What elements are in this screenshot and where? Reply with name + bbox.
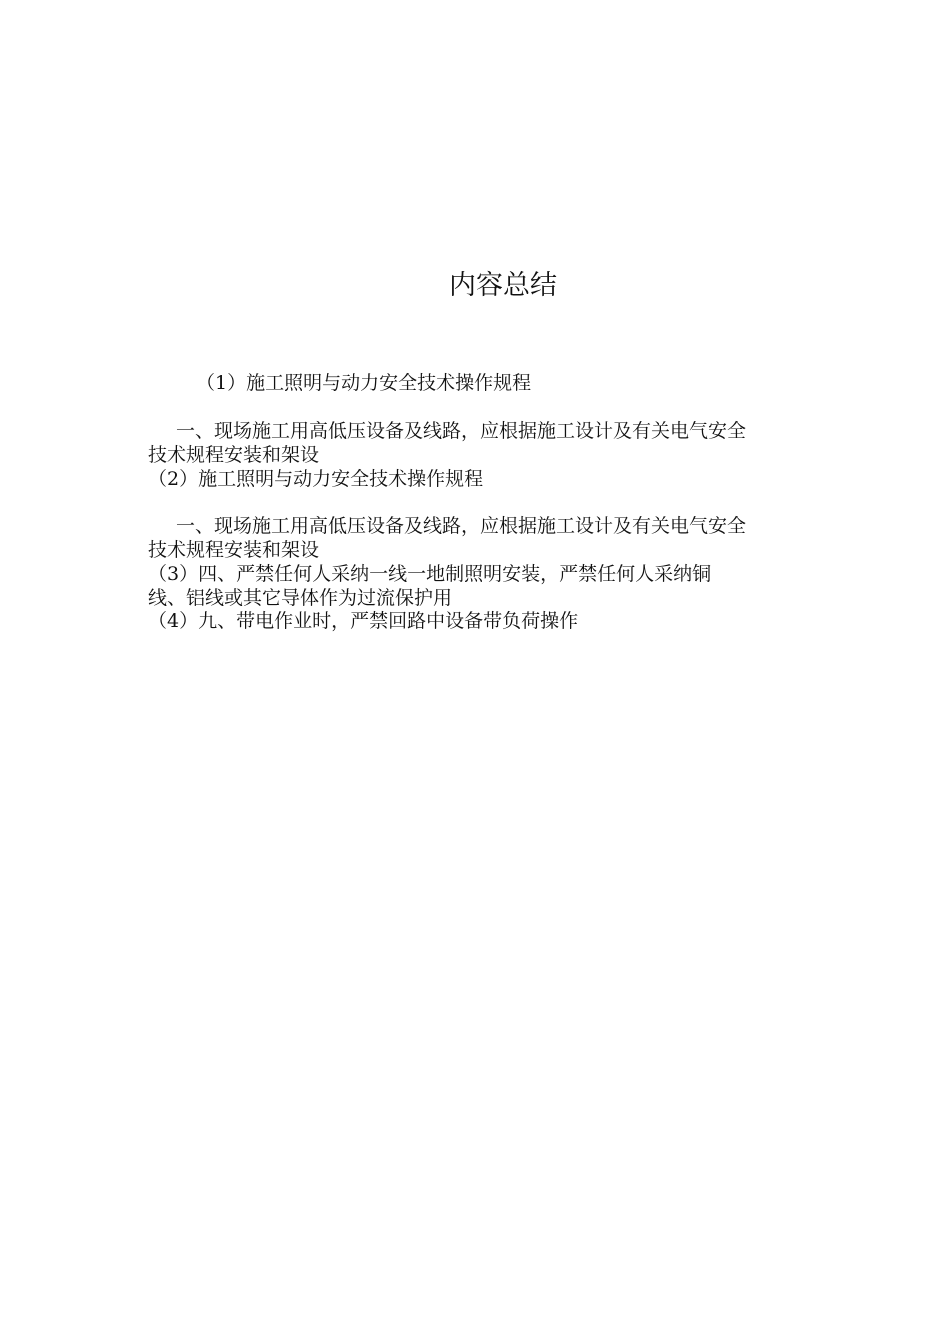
item-3-line-1: （3）四、严禁任何人采纳一线一地制照明安装，严禁任何人采纳铜 [148, 563, 712, 585]
item-1 [148, 371, 808, 395]
item-1-paragraph [148, 419, 808, 467]
item-3 [148, 562, 808, 610]
item-2-paragraph [148, 514, 808, 562]
item-4 [148, 609, 808, 633]
item-1-para-line-1: 一、现场施工用高低压设备及线路，应根据施工设计及有关电气安全 [176, 420, 747, 442]
item-4-line-1: （4）九、带电作业时，严禁回路中设备带负荷操作 [148, 610, 579, 632]
item-2 [148, 467, 808, 491]
item-3-line-2: 线、铝线或其它导体作为过流保护用 [148, 587, 453, 609]
document-title: 内容总结 [449, 270, 557, 301]
item-1-heading: （1）施工照明与动力安全技术操作规程 [196, 372, 532, 394]
item-2-para-line-2: 技术规程安装和架设 [148, 539, 320, 561]
item-2-heading: （2）施工照明与动力安全技术操作规程 [148, 468, 484, 490]
item-1-para-line-2: 技术规程安装和架设 [148, 444, 320, 466]
item-2-para-line-1: 一、现场施工用高低压设备及线路，应根据施工设计及有关电气安全 [176, 515, 747, 537]
